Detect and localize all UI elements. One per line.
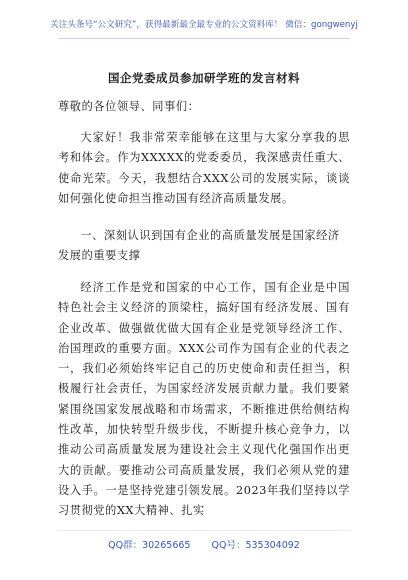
- header-banner: 关注头条号“公文研究”，获得最新最全最专业的公文资料库！ 微信：gongwenyj: [50, 20, 358, 30]
- salutation: 尊敬的各位领导、同事们：: [58, 100, 200, 113]
- qq-group-number: QQ群：30265665: [108, 540, 191, 551]
- body-paragraph: 经济工作是党和国家的中心工作，国有企业是中国特色社会主义经济的顶梁柱，搞好国有经济发展、国有企业改革、做强做优做大国有企业是党领导经济工作、治国理政的重要方面。XXX公司作为国有企业的代表之一，我们必须始终牢记自己的历史使命和责任担当，积极履行社会责任，为国家经济发展贡献力量。我们要紧紧围绕国家发展战略和市场需求，不断推进供给侧结构性改革，加快转型升级步伐，不断提升核心竞争力，以推动公司高质量发展为建设社会主义现代化强国作出更大的贡献。要推动公司高质量发展，我们必须从党的建设入手。一是坚持党建引领发展。2023年我们坚持以学习贯彻党的XX大精神、扎实: [58, 281, 350, 518]
- section-heading: 一、深刻认识到国有企业的高质量发展是国家经济发展的重要支撑: [58, 229, 340, 263]
- footer-divider: [58, 530, 350, 531]
- intro-paragraph: 大家好！我非常荣幸能够在这里与大家分享我的思考和体会。作为XXXXX的党委委员，我深感责任重大、使命光荣。今天，我想结合XXX公司的发展实际，谈谈如何强化使命担当推动国有经济高质量发展。: [58, 131, 350, 205]
- footer-contact: [0, 537, 408, 551]
- qq-number: QQ号：535304092: [211, 540, 300, 551]
- document-title: 国企党委成员参加研学班的发言材料: [108, 71, 300, 85]
- header-divider: [58, 38, 350, 39]
